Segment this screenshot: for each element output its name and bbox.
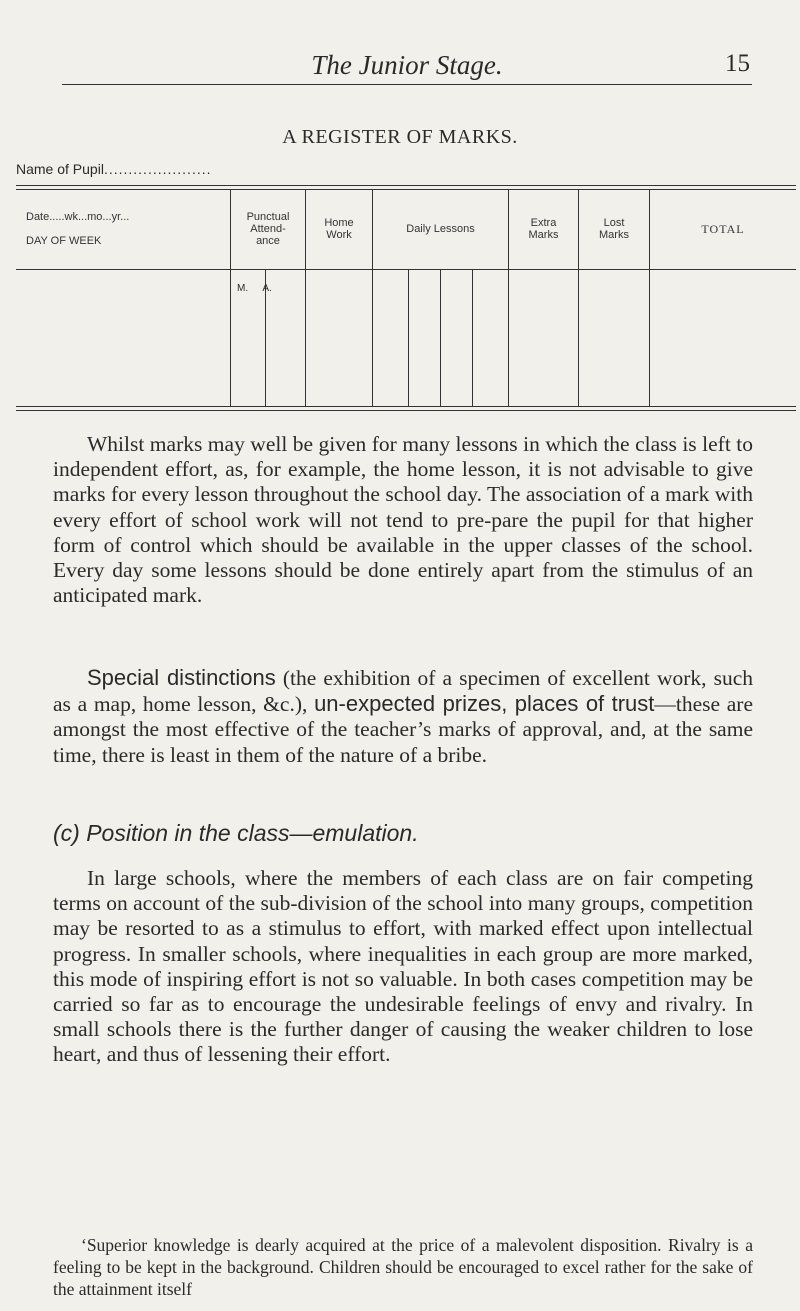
header-day-of-week: DAY OF WEEK [26, 235, 102, 247]
paragraph-special-distinctions [53, 665, 753, 768]
header-date-day [26, 199, 226, 259]
name-of-pupil-dots: ...................... [103, 161, 212, 177]
header-daily-lessons-label: Daily Lessons [406, 223, 475, 235]
paragraph-competition: In large schools, where the members of each class are on fair competing terms on account of the sub-division of the school into many groups, competition may be resorted to as a stimulus to effort, with marked effect upon intellectual progress. In smaller schools, where inequalities in each group are more marked, this mode of inspiring effort is not so valuable. In both cases competition may be carried so far as to encourage the undesirable feelings of envy and rivalry. In small schools there is the further danger of causing the weaker children to lose heart, and thus of lessening their effort. [53, 866, 753, 1067]
header-home-work [306, 199, 372, 259]
header-punctual-sub: M. A. [237, 283, 272, 294]
header-home-line-2: Work [326, 229, 352, 241]
unexpected-prizes-lead: un-expected prizes, places of trust [314, 691, 655, 717]
sub-column-rule [472, 270, 473, 406]
table-bottom-rule [16, 406, 796, 407]
header-punctual-attendance [232, 199, 304, 259]
running-head [62, 40, 752, 85]
page-number: 15 [725, 50, 750, 77]
header-total-label: TOTAL [701, 222, 745, 236]
paragraph-marks-lessons: Whilst marks may well be given for many lessons in which the class is left to independent effort, as, for example, the home lesson, it is not advisable to give marks for every lesson throughout the school day. The association of a mark with every effort of school work will not tend to pre-pare the pupil for that higher form of control which should be available in the upper classes of the school. Every day some lessons should be done entirely apart from the stimulus of an anticipated mark. [53, 432, 753, 608]
header-home-line-1: Home [324, 217, 354, 229]
header-punctual-line-1: Punctual [246, 211, 290, 223]
quotation-superior-knowledge: ‘Superior knowledge is dearly acquired at the price of a malevolent disposition. Rivalry is a feeling to be kept in the background. Children should be encouraged to excel rather for the sake of the attainment itself [53, 1235, 753, 1299]
header-lost-marks [579, 199, 649, 259]
special-distinctions-lead: Special distinctions [87, 665, 276, 690]
special-distinctions-text: (the exhibition of a specimen of excellent work, such as a map, home lesson, &c.), [53, 666, 753, 717]
special-distinctions-tail: —these are amongst the most effective of the teacher’s marks of approval, and, at the same time, there is least in them of the nature of a bribe. [53, 692, 754, 767]
header-total [650, 199, 796, 259]
header-punctual-line-3: ance [256, 235, 280, 247]
sub-column-rule [440, 270, 441, 406]
register-of-marks-table [16, 185, 796, 413]
header-extra-line-1: Extra [530, 217, 557, 229]
name-of-pupil-line [16, 161, 212, 177]
name-of-pupil-label: Name of Pupil [16, 161, 104, 177]
table-bottom-rule-inner [16, 410, 796, 411]
header-separator-rule [16, 269, 796, 270]
running-title: The Junior Stage. [311, 50, 503, 80]
section-heading-emulation: (c) Position in the class—emulation. [53, 820, 419, 846]
header-date: Date.....wk...mo...yr... [26, 211, 130, 223]
sub-column-rule [408, 270, 409, 406]
header-extra-marks [509, 199, 578, 259]
table-top-rule [16, 185, 796, 186]
table-top-rule-inner [16, 189, 796, 190]
header-lost-line-2: Marks [599, 229, 629, 241]
register-title: A REGISTER OF MARKS. [282, 126, 518, 148]
header-punctual-line-2: Attend- [250, 223, 286, 235]
header-extra-line-2: Marks [528, 229, 559, 241]
header-lost-line-1: Lost [603, 217, 625, 229]
header-daily-lessons [373, 199, 508, 259]
